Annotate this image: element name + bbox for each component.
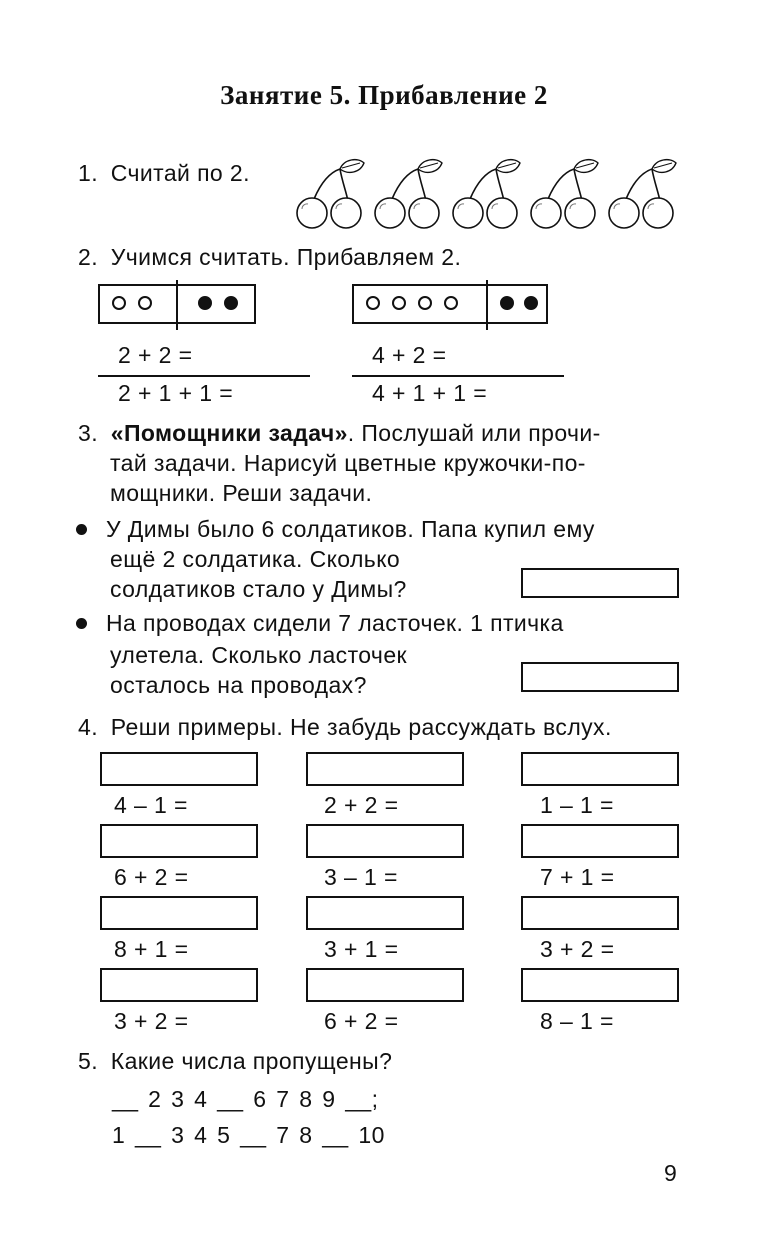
- task1-number: 1.: [78, 160, 98, 186]
- task5-number: 5.: [78, 1048, 98, 1074]
- answer-box[interactable]: [306, 824, 464, 858]
- empty-circle-icon: [418, 296, 432, 310]
- filled-circle-icon: [224, 296, 238, 310]
- problem-text: улетела. Сколько ласточек: [110, 642, 407, 668]
- counting-box-left: [98, 284, 256, 324]
- example: 6 + 2 =: [114, 864, 189, 890]
- problem-text: солдатиков стало у Димы?: [110, 576, 407, 602]
- empty-circle-icon: [112, 296, 126, 310]
- task4-heading: [78, 712, 612, 742]
- example: 8 + 1 =: [114, 936, 189, 962]
- example: 8 – 1 =: [540, 1008, 614, 1034]
- equation: 2 + 1 + 1 =: [118, 380, 234, 406]
- answer-box[interactable]: [306, 968, 464, 1002]
- empty-circle-icon: [138, 296, 152, 310]
- task3-text: мощники. Реши задачи.: [110, 480, 373, 506]
- task1-text: Считай по 2.: [110, 160, 250, 186]
- task4-number: 4.: [78, 714, 98, 740]
- answer-box[interactable]: [100, 968, 258, 1002]
- example: 1 – 1 =: [540, 792, 614, 818]
- example: 3 + 2 =: [540, 936, 615, 962]
- equation: 4 + 2 =: [372, 342, 447, 368]
- cherry-pair-icon: [375, 160, 442, 228]
- answer-box[interactable]: [521, 896, 679, 930]
- divider-line: [98, 375, 310, 377]
- divider-line: [352, 375, 564, 377]
- problem-text: ещё 2 солдатика. Сколько: [110, 546, 401, 572]
- box-divider: [486, 280, 488, 330]
- cherry-pair-icon: [453, 160, 520, 228]
- example: 3 + 2 =: [114, 1008, 189, 1034]
- cherries-illustration: [288, 155, 688, 235]
- empty-circle-icon: [392, 296, 406, 310]
- example: 6 + 2 =: [324, 1008, 399, 1034]
- empty-circle-icon: [366, 296, 380, 310]
- cherry-pair-icon: [609, 160, 676, 228]
- task3-text: . Послушай или прочи-: [347, 420, 601, 446]
- counting-box-right: [352, 284, 548, 324]
- task4-text: Реши примеры. Не забудь рассуждать вслух.: [110, 714, 612, 740]
- cherry-pair-icon: [297, 160, 364, 228]
- equation: 2 + 2 =: [118, 342, 193, 368]
- example: 3 – 1 =: [324, 864, 398, 890]
- answer-box[interactable]: [521, 662, 679, 692]
- task2-heading: [78, 242, 461, 272]
- example: 3 + 1 =: [324, 936, 399, 962]
- cherry-pair-icon: [531, 160, 598, 228]
- problem-text: У Димы было 6 солдатиков. Папа купил ему: [106, 516, 595, 542]
- filled-circle-icon: [500, 296, 514, 310]
- task3-bold-title: «Помощники задач»: [110, 420, 348, 446]
- task3-heading: [78, 418, 601, 448]
- number-sequence: __ 2 3 4 __ 6 7 8 9 __;: [112, 1086, 379, 1112]
- answer-box[interactable]: [521, 568, 679, 598]
- example: 2 + 2 =: [324, 792, 399, 818]
- task2-text: Учимся считать. Прибавляем 2.: [110, 244, 462, 270]
- task3-number: 3.: [78, 420, 98, 446]
- answer-box[interactable]: [521, 968, 679, 1002]
- page-number: 9: [664, 1160, 678, 1186]
- answer-box[interactable]: [306, 896, 464, 930]
- page-title: Занятие 5. Прибавление 2: [220, 80, 548, 110]
- empty-circle-icon: [444, 296, 458, 310]
- task3-text: тай задачи. Нарисуй цветные кружочки-по-: [110, 450, 586, 476]
- problem-text: На проводах сидели 7 ласточек. 1 птичка: [106, 610, 564, 636]
- answer-box[interactable]: [306, 752, 464, 786]
- bullet-icon: [76, 524, 87, 535]
- task1-heading: [78, 158, 250, 188]
- bullet-icon: [76, 618, 87, 629]
- task5-heading: [78, 1046, 392, 1076]
- problem-text: осталось на проводах?: [110, 672, 367, 698]
- example: 7 + 1 =: [540, 864, 615, 890]
- equation: 4 + 1 + 1 =: [372, 380, 488, 406]
- task2-number: 2.: [78, 244, 98, 270]
- answer-box[interactable]: [100, 824, 258, 858]
- number-sequence: 1 __ 3 4 5 __ 7 8 __ 10: [112, 1122, 385, 1148]
- answer-box[interactable]: [100, 752, 258, 786]
- example: 4 – 1 =: [114, 792, 188, 818]
- filled-circle-icon: [198, 296, 212, 310]
- task5-text: Какие числа пропущены?: [110, 1048, 393, 1074]
- answer-box[interactable]: [100, 896, 258, 930]
- box-divider: [176, 280, 178, 330]
- answer-box[interactable]: [521, 824, 679, 858]
- filled-circle-icon: [524, 296, 538, 310]
- answer-box[interactable]: [521, 752, 679, 786]
